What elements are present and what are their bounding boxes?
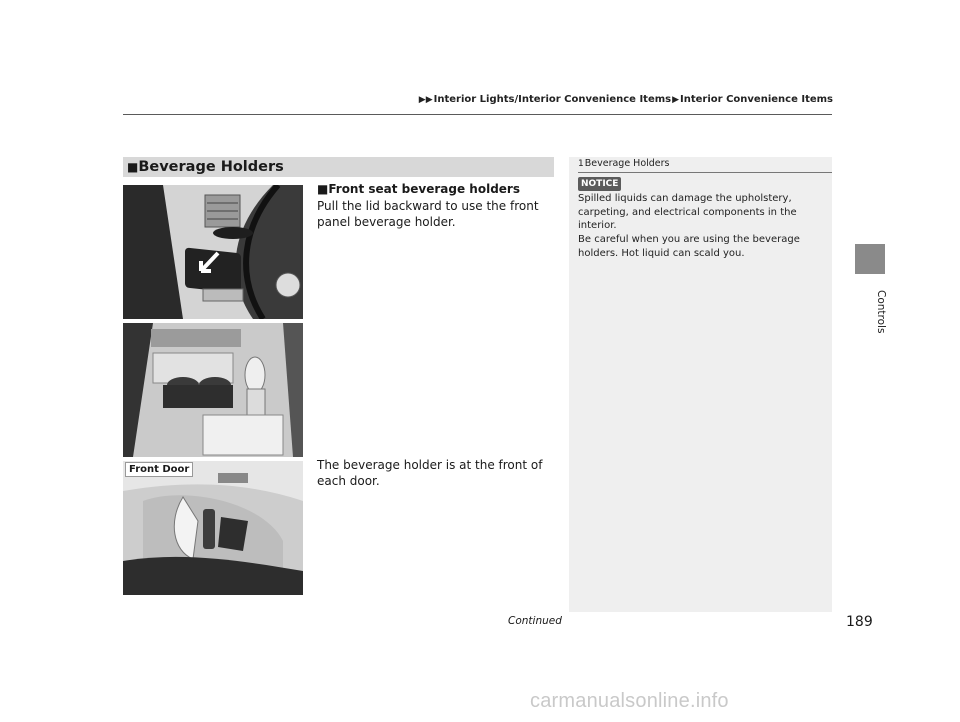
arrow-icon: ▶: [672, 95, 680, 105]
continued-label: Continued: [508, 615, 562, 627]
notice-text: Spilled liquids can damage the upholstery, carpeting, and electrical components in the interior.: [578, 193, 797, 231]
header-rule: [123, 114, 832, 115]
instruction-paragraph: Pull the lid backward to use the front panel beverage holder.: [317, 199, 539, 229]
breadcrumb: [0, 94, 833, 105]
square-bullet-icon: ■: [317, 182, 329, 196]
door-holder-photo: [123, 461, 303, 595]
square-bullet-icon: ■: [127, 160, 139, 174]
notes-rule: [578, 172, 832, 173]
section-title: [127, 157, 284, 177]
double-arrow-icon: ▶▶: [418, 95, 433, 105]
watermark: carmanualsonline.info: [530, 690, 729, 712]
console-holder-photo: [123, 323, 303, 457]
door-holder-paragraph: The beverage holder is at the front of each door.: [317, 458, 543, 488]
page-number: 189: [846, 614, 873, 630]
breadcrumb-item-1[interactable]: Interior Lights/Interior Convenience Items: [433, 94, 672, 105]
section-title-text: Beverage Holders: [138, 159, 284, 175]
notice-badge: NOTICE: [578, 177, 621, 191]
chapter-tab[interactable]: [855, 244, 885, 274]
caution-text: Be careful when you are using the beverage holders. Hot liquid can scald you.: [578, 234, 800, 259]
photo-caption: Front Door: [125, 462, 193, 477]
notes-heading-text: Beverage Holders: [584, 158, 670, 169]
subsection-title: [317, 182, 520, 196]
reference-marker-icon: 1: [578, 159, 584, 169]
subsection-title-text: Front seat beverage holders: [328, 182, 520, 196]
section-header: [123, 157, 554, 177]
chapter-tab-label[interactable]: Controls: [875, 290, 887, 334]
dashboard-holder-photo: [123, 185, 303, 319]
notes-panel: [569, 157, 832, 612]
breadcrumb-item-2[interactable]: Interior Convenience Items: [680, 94, 833, 105]
notes-heading: [578, 157, 670, 171]
